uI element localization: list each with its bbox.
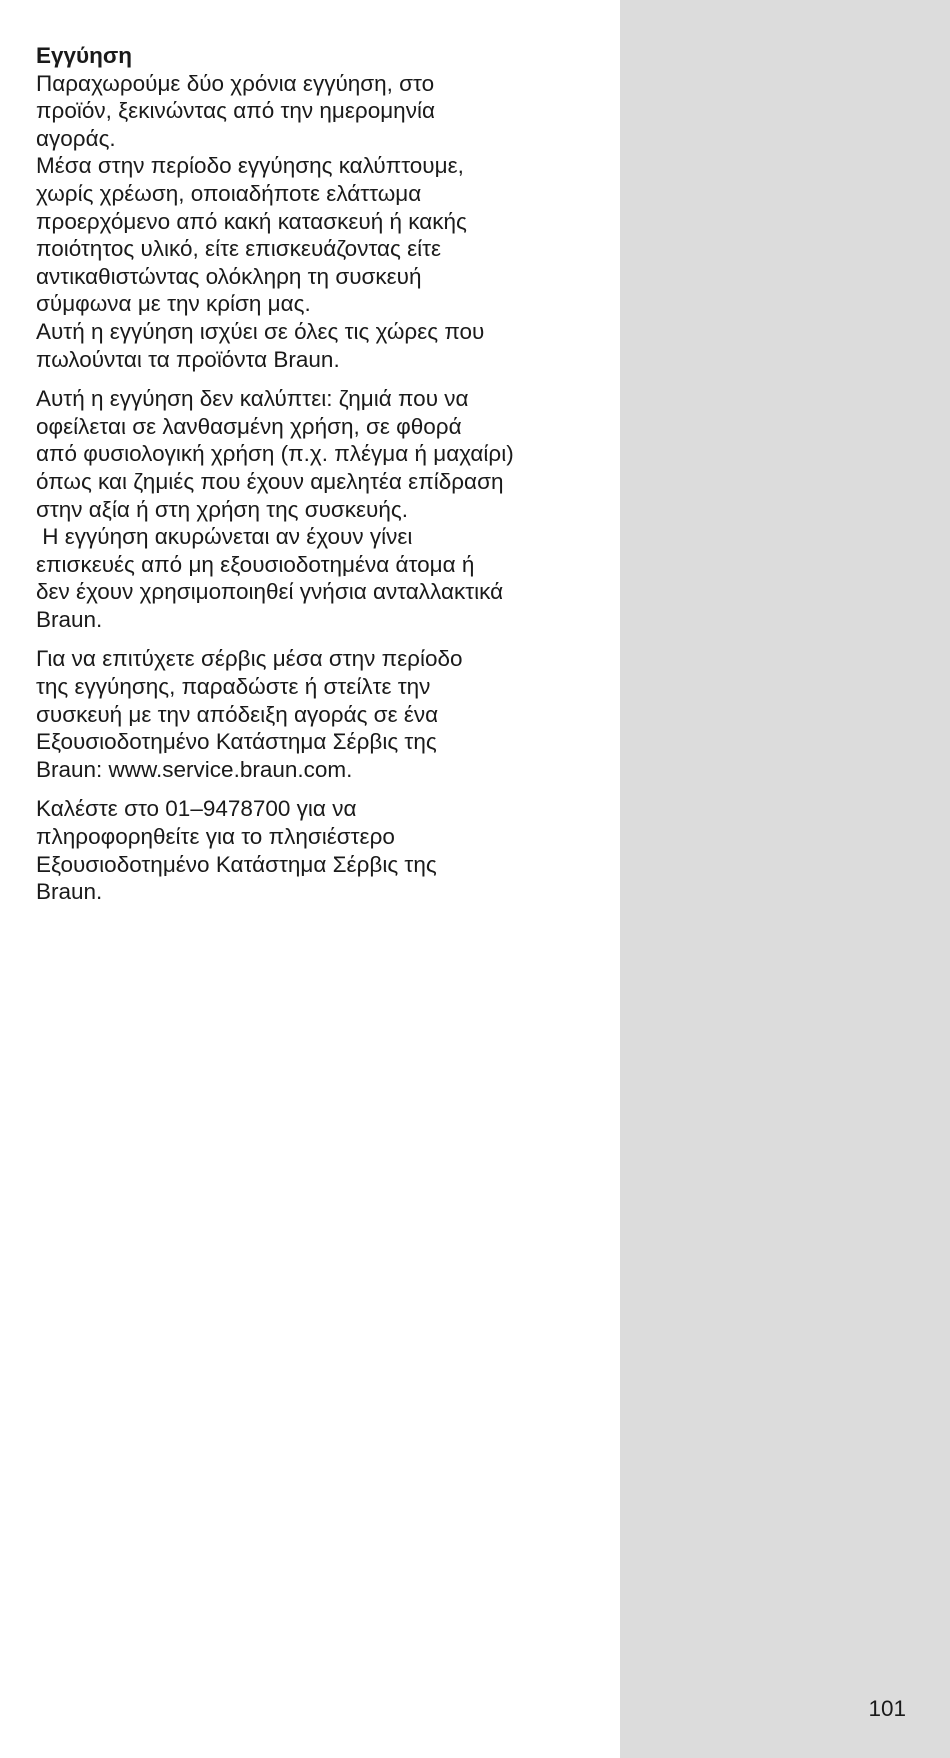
warranty-section — [36, 42, 596, 906]
warranty-paragraph-1: Παραχωρούμε δύο χρόνια εγγύηση, στο προϊόν, ξεκινώντας από την ημερομηνία αγοράς. Μέσα στην περίοδο εγγύησης καλύπτουμε, χωρίς χρέωση, οποιαδήποτε ελάττωμα προερχόμενο από κακή κατασκευή ή κακής ποιότητος υλικό, είτε επισκευάζοντας είτε αντικαθιστώντας ολόκληρη τη συσκευή σύμφωνα με την κρίση μας. Αυτή η εγγύηση ισχύει σε όλες τις χώρες που πωλούνται τα προϊόντα Braun. — [36, 70, 485, 372]
page-number: 101 — [868, 1696, 906, 1721]
section-heading: Εγγύηση — [36, 43, 133, 68]
warranty-paragraph-3: Για να επιτύχετε σέρβις μέσα στην περίοδο της εγγύησης, παραδώστε ή στείλτε την συσκευή με την απόδειξη αγοράς σε ένα Εξουσιοδοτημένο Κατάστημα Σέρβις της Braun: www.service.braun.com. — [36, 646, 463, 782]
page-side-panel — [620, 0, 950, 1758]
warranty-paragraph-4: Καλέστε στο 01–9478700 για να πληροφορηθείτε για το πλησιέστερο Εξουσιοδοτημένο Κατάστημα Σέρβις της Braun. — [36, 796, 437, 905]
warranty-paragraph-2: Αυτή η εγγύηση δεν καλύπτει: ζημιά που να οφείλεται σε λανθασμένη χρήση, σε φθορά από φυσιολογική χρήση (π.χ. πλέγμα ή μαχαίρι) όπως και ζημιές που έχουν αμελητέα επίδραση στην αξία ή στη χρήση της συσκευής. Η εγγύηση ακυρώνεται αν έχουν γίνει επισκευές από μη εξουσιοδοτημένα άτομα ή δεν έχουν χρησιμοποιηθεί γνήσια ανταλλακτικά Braun. — [36, 386, 514, 632]
